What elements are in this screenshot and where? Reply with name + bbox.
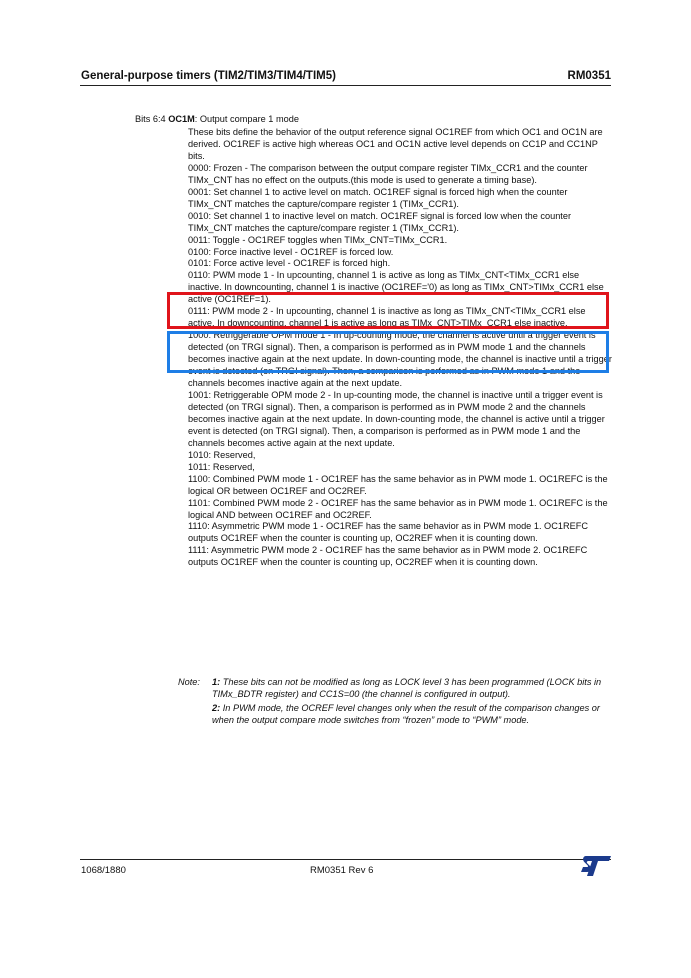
mode-0010: 0010: Set channel 1 to inactive level on match. OC1REF signal is forced low when the counter TIMx_CNT matches the capture/compare register 1 (TIMx_CCR1).: [188, 210, 572, 233]
mode-0110: 0110: PWM mode 1 - In upcounting, channel 1 is active as long as TIMx_CNT<TIMx_CCR1 else inactive. In downcounting, channel 1 is inactive (OC1REF='0) as long as TIMx_CNT>TIMx_CCR1 else active (OC1REF=1).: [188, 270, 604, 305]
mode-0111: 0111: PWM mode 2 - In upcounting, channel 1 is inactive as long as TIMx_CNT<TIMx_CCR1 else active. In downcounting, channel 1 is active as long as TIMx_CNT>TIMx_CCR1 else inactive.: [188, 306, 586, 329]
mode-1000: 1000: Retriggerable OPM mode 1 - In up-counting mode, the channel is active until a trigger event is detected (on TRGI signal). Then, a comparison is performed as in PWM mode 1 and the channels becomes inactive again at the next update. In down-counting mode, the channel is inactive until a trigger event is detected (on TRGI signal). Then, a comparison is performed as in PWM mode 1 and the channels becomes inactive again at the next update.: [188, 330, 612, 389]
field-description: : Output compare 1 mode: [194, 114, 299, 124]
page-number: 1068/1880: [81, 865, 126, 876]
mode-1111: 1111: Asymmetric PWM mode 2 - OC1REF has the same behavior as in PWM mode 2. OC1REFC outputs OC1REF when the counter is counting up, OC2REF when it is counting down.: [188, 545, 588, 568]
header-doc-id: RM0351: [567, 70, 611, 82]
mode-0011: 0011: Toggle - OC1REF toggles when TIMx_CNT=TIMx_CCR1.: [188, 234, 448, 245]
mode-1001: 1001: Retriggerable OPM mode 2 - In up-counting mode, the channel is inactive until a trigger event is detected (on TRGI signal). Then, a comparison is performed as in PWM mode 2 and the channels becomes inactive again at the next update. In down-counting mode, the channel is active until a trigger event is detected (on TRGI signal). Then, a comparison is performed as in PWM mode 1 and the channels becomes active again at the next update.: [188, 389, 605, 448]
field-name: OC1M: [168, 114, 195, 124]
mode-0000: 0000: Frozen - The comparison between the output compare register TIMx_CCR1 and the counter TIMx_CNT has no effect on the outputs.(this mode is used to generate a timing base).: [188, 162, 588, 185]
mode-0101: 0101: Force active level - OC1REF is forced high.: [188, 258, 391, 269]
note-block: [178, 677, 612, 729]
mode-1011: 1011: Reserved,: [188, 461, 255, 472]
mode-1100: 1100: Combined PWM mode 1 - OC1REF has the same behavior as in PWM mode 1. OC1REFC is the logical OR between OC1REF and OC2REF.: [188, 473, 608, 496]
highlight-box-red: [167, 292, 609, 329]
note-label: Note:: [178, 677, 200, 687]
note-text: These bits can not be modified as long as LOCK level 3 has been programmed (LOCK bits in TIMx_BDTR register) and CC1S=00 (the channel is configured in output).: [212, 677, 602, 699]
mode-1101: 1101: Combined PWM mode 2 - OC1REF has the same behavior as in PWM mode 1. OC1REFC is the logical AND between OC1REF and OC2REF.: [188, 497, 608, 520]
mode-0001: 0001: Set channel 1 to active level on match. OC1REF signal is forced high when the counter TIMx_CNT matches the capture/compare register 1 (TIMx_CCR1).: [188, 186, 568, 209]
note-number: 2:: [212, 702, 221, 713]
note-number: 1:: [212, 677, 221, 687]
note-text: In PWM mode, the OCREF level changes only when the result of the comparison changes or when the output compare mode switches from “frozen” mode to “PWM” mode.: [212, 702, 600, 725]
paragraph: These bits define the behavior of the output reference signal OC1REF from which OC1 and OC1N are derived. OC1REF is active high whereas OC1 and OC1N active level depends on CC1P and CC1NP bits.: [188, 127, 603, 161]
st-logo-icon: [580, 855, 612, 877]
mode-0100: 0100: Force inactive level - OC1REF is forced low.: [188, 246, 394, 257]
register-bits-line: [135, 114, 299, 124]
note-item: [212, 703, 612, 727]
mode-1010: 1010: Reserved,: [188, 449, 256, 460]
highlight-box-blue: [167, 331, 609, 373]
document-revision: RM0351 Rev 6: [310, 865, 374, 876]
note-item: [212, 677, 612, 701]
mode-1110: 1110: Asymmetric PWM mode 1 - OC1REF has the same behavior as in PWM mode 1. OC1REFC outputs OC1REF when the counter is counting up, OC2REF when it is counting down.: [188, 521, 588, 544]
footer-divider: [80, 859, 611, 860]
header-divider: [80, 85, 611, 86]
header-title: General-purpose timers (TIM2/TIM3/TIM4/TIM5): [81, 70, 336, 82]
bit-range: Bits 6:4: [135, 114, 166, 124]
